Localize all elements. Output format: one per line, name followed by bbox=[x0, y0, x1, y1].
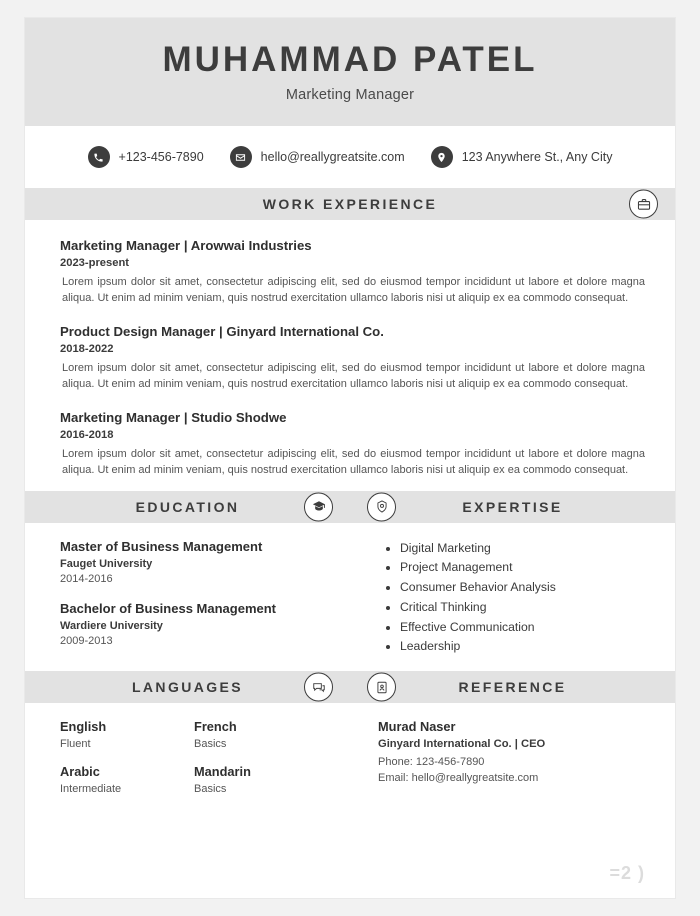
reference-email: Email: hello@reallygreatsite.com bbox=[378, 772, 539, 785]
language-level: Intermediate bbox=[60, 783, 122, 796]
reference-company: Ginyard International Co. | CEO bbox=[378, 738, 546, 751]
section-header-work-experience bbox=[25, 188, 675, 220]
education-item bbox=[60, 539, 328, 585]
section-title-languages: LANGUAGES bbox=[131, 679, 244, 696]
reference-phone: Phone: 123-456-7890 bbox=[378, 756, 485, 769]
work-item-description: Lorem ipsum dolor sit amet, consectetur adipiscing elit, sed do eiusmod tempor incididunt ut labore et dolore magna aliqua. Ut enim ad minim veniam, quis nostrud exercitation ullamco laboris nisi ut aliquip ex ea commodo consequat. bbox=[62, 276, 645, 304]
languages-body bbox=[25, 703, 350, 809]
expertise-body bbox=[350, 523, 675, 672]
education-years: 2014-2016 bbox=[60, 572, 113, 585]
expertise-item: • Leadership bbox=[400, 637, 653, 657]
work-item-description: Lorem ipsum dolor sit amet, consectetur adipiscing elit, sed do eiusmod tempor incididunt ut labore et dolore magna aliqua. Ut enim ad minim veniam, quis nostrud exercitation ullamco laboris nisi ut aliquip ex ea commodo consequat. bbox=[62, 362, 645, 390]
work-item-title: Marketing Manager | Arowwai Industries bbox=[60, 238, 312, 253]
languages-reference-row bbox=[25, 671, 675, 809]
location-pin-icon bbox=[431, 146, 453, 168]
language-item bbox=[60, 764, 194, 795]
education-expertise-row bbox=[25, 491, 675, 672]
education-degree: Master of Business Management bbox=[60, 538, 263, 554]
work-item-dates: 2018-2022 bbox=[60, 343, 114, 356]
language-name: Mandarin bbox=[194, 764, 251, 780]
expertise-item: • Effective Communication bbox=[400, 618, 653, 638]
reference-name: Murad Naser bbox=[378, 719, 456, 735]
language-name: English bbox=[60, 719, 107, 735]
section-header-education bbox=[25, 491, 350, 523]
graduation-cap-icon bbox=[304, 492, 333, 521]
badge-gear-icon bbox=[367, 492, 396, 521]
section-title-work-experience: WORK EXPERIENCE bbox=[262, 196, 438, 212]
work-item-title: Product Design Manager | Ginyard International Co. bbox=[60, 324, 384, 340]
language-item bbox=[194, 719, 328, 750]
language-item bbox=[194, 764, 328, 795]
watermark: =2 ) bbox=[609, 863, 645, 883]
expertise-item: • Digital Marketing bbox=[400, 539, 653, 559]
expertise-item: • Consumer Behavior Analysis bbox=[400, 578, 653, 598]
education-item bbox=[60, 601, 328, 647]
resume-page bbox=[25, 18, 675, 898]
languages-column bbox=[25, 671, 350, 809]
education-school: Wardiere University bbox=[60, 619, 163, 632]
work-item-dates: 2023-present bbox=[60, 257, 130, 269]
language-name: Arabic bbox=[60, 764, 100, 780]
work-item bbox=[60, 324, 645, 392]
section-header-languages bbox=[25, 671, 350, 703]
education-body bbox=[25, 523, 350, 661]
resume-header bbox=[25, 18, 675, 126]
expertise-list bbox=[378, 539, 653, 658]
reference-body bbox=[350, 703, 675, 801]
speech-bubbles-icon bbox=[304, 673, 333, 702]
section-title-reference: REFERENCE bbox=[458, 679, 567, 696]
education-years: 2009-2013 bbox=[60, 634, 113, 647]
education-school: Fauget University bbox=[60, 557, 153, 570]
contact-phone[interactable] bbox=[88, 146, 204, 168]
section-header-expertise bbox=[350, 491, 675, 523]
contact-address-text: 123 Anywhere St., Any City bbox=[461, 150, 613, 164]
work-item bbox=[60, 410, 645, 478]
candidate-name: MUHAMMAD PATEL bbox=[162, 39, 538, 79]
expertise-item: • Project Management bbox=[400, 558, 653, 578]
contact-email-text: hello@reallygreatsite.com bbox=[260, 150, 405, 164]
contact-phone-text: +123-456-7890 bbox=[118, 150, 204, 164]
language-level: Basics bbox=[194, 738, 227, 751]
expertise-item: • Critical Thinking bbox=[400, 598, 653, 618]
work-experience-body bbox=[25, 220, 675, 491]
contact-email[interactable] bbox=[230, 146, 405, 168]
education-degree: Bachelor of Business Management bbox=[60, 600, 276, 616]
education-column bbox=[25, 491, 350, 672]
contact-bar bbox=[25, 126, 675, 188]
work-item bbox=[60, 238, 645, 306]
language-item bbox=[60, 719, 194, 750]
language-name: French bbox=[194, 719, 237, 735]
contact-address[interactable] bbox=[431, 146, 613, 168]
section-title-expertise: EXPERTISE bbox=[462, 498, 563, 515]
work-item-dates: 2016-2018 bbox=[60, 429, 114, 442]
work-item-title: Marketing Manager | Studio Shodwe bbox=[60, 410, 287, 426]
work-item-description: Lorem ipsum dolor sit amet, consectetur adipiscing elit, sed do eiusmod tempor incididunt ut labore et dolore magna aliqua. Ut enim ad minim veniam, quis nostrud exercitation ullamco laboris nisi ut aliquip ex ea commodo consequat. bbox=[62, 448, 645, 477]
language-level: Fluent bbox=[60, 738, 91, 751]
languages-grid bbox=[60, 719, 328, 795]
section-header-reference bbox=[350, 671, 675, 703]
language-level: Basics bbox=[194, 783, 227, 796]
document-person-icon bbox=[367, 673, 396, 702]
phone-icon bbox=[88, 146, 110, 168]
envelope-icon bbox=[230, 146, 252, 168]
candidate-role: Marketing Manager bbox=[285, 87, 415, 104]
expertise-column bbox=[350, 491, 675, 672]
reference-column bbox=[350, 671, 675, 809]
section-title-education: EDUCATION bbox=[135, 498, 240, 515]
briefcase-icon bbox=[629, 190, 658, 219]
